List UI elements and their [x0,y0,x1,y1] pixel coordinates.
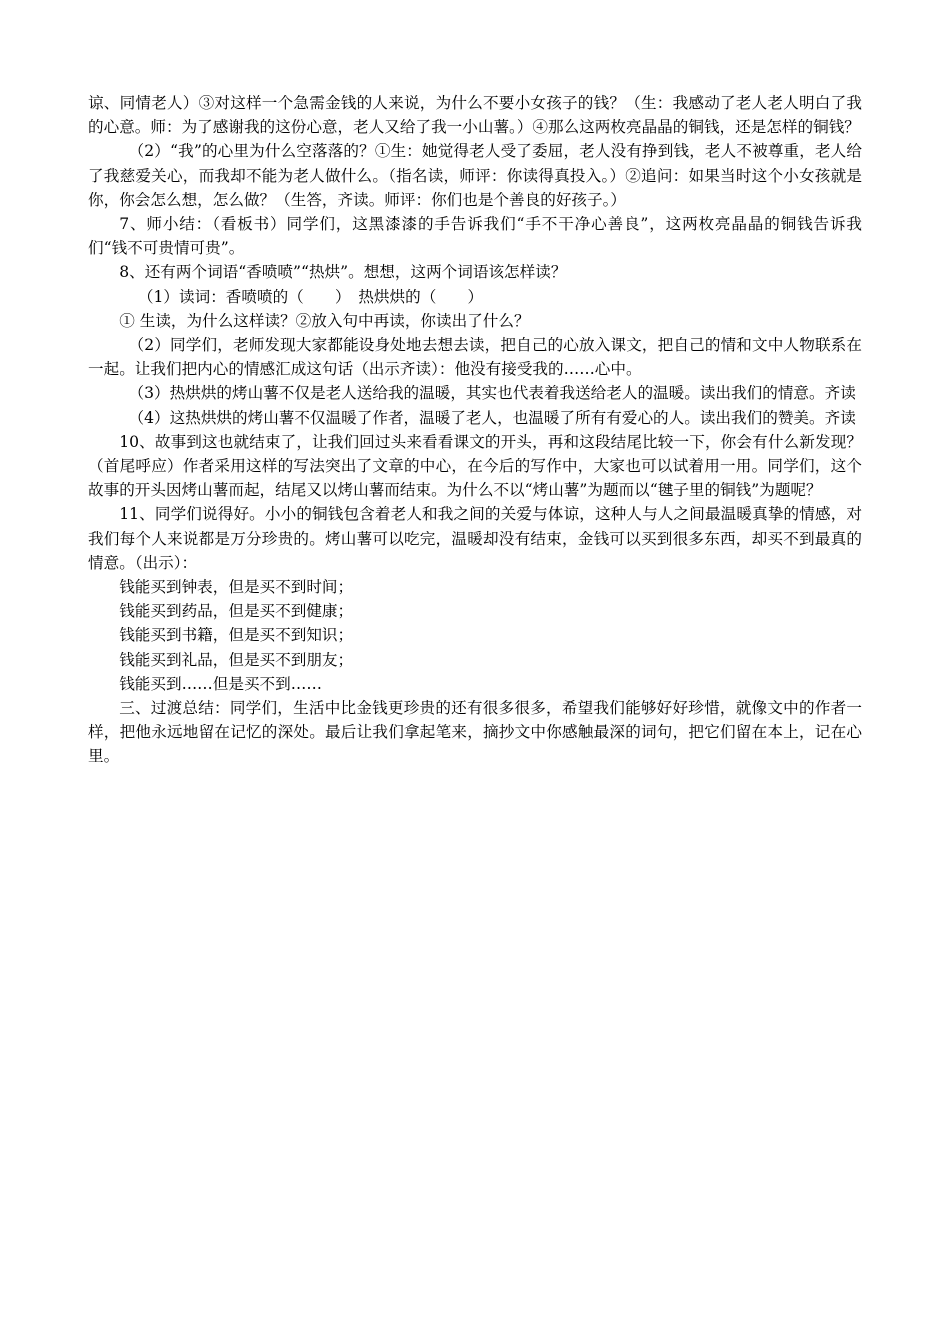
paragraph-question-2: （2）“我”的心里为什么空落落的？①生：她觉得老人受了委屈，老人没有挣到钱，老人不被尊重，老人给了我慈爱关心，而我却不能为老人做什么。（指名读，师评：你读得真投入。）②追问：如果当时这个小女孩就是你，你会怎么想，怎么做？（生答，齐读。师评：你们也是个善良的好孩子。） [88,142,862,209]
paragraph-closing-summary: 三、过渡总结：同学们，生活中比金钱更珍贵的还有很多很多，希望我们能够好好珍惜，就像文中的作者一样，把他永远地留在记忆的深处。最后让我们拿起笔来，摘抄文中你感触最深的词句，把它们留在本上，记在心里。 [88,699,862,766]
list-item-clock: 钱能买到钟表，但是买不到时间； [119,578,354,597]
list-item-books: 钱能买到书籍，但是买不到知识； [119,626,354,645]
paragraph-sub-4: （4）这热烘烘的烤山薯不仅温暖了作者，温暖了老人，也温暖了所有有爱心的人。读出我们的赞美。齐读 [128,408,856,427]
list-item-medicine: 钱能买到药品，但是买不到健康； [119,602,354,621]
document-page [88,91,862,769]
paragraph-sub-3: （3）热烘烘的烤山薯不仅是老人送给我的温暖，其实也代表着我送给老人的温暖。读出我们的情意。齐读 [128,384,856,403]
paragraph-item-10: 10、故事到这也就结束了，让我们回过头来看看课文的开头，再和这段结尾比较一下，你会有什么新发现？（首尾呼应）作者采用这样的写法突出了文章的中心，在今后的写作中，大家也可以试着用一用。同学们，这个故事的开头因烤山薯而起，结尾又以烤山薯而结束。为什么不以“烤山薯”为题而以“毽子里的铜钱”为题呢？ [88,432,862,500]
paragraph-summary-7: 7、师小结：（看板书）同学们，这黑漆漆的手告诉我们“手不干净心善良”，这两枚亮晶晶的铜钱告诉我们“钱不可贵情可贵”。 [88,215,862,258]
paragraph-continued: 谅、同情老人）③对这样一个急需金钱的人来说，为什么不要小女孩子的钱？（生：我感动了老人老人明白了我的心意。师：为了感谢我的这份心意，老人又给了我一小山薯。）④那么这两枚亮晶晶的铜钱，还是怎样的铜钱？ [88,94,862,137]
list-item-ellipsis: 钱能买到……但是买不到…… [119,674,322,693]
paragraph-item-11: 11、同学们说得好。小小的铜钱包含着老人和我之间的关爱与体谅，这种人与人之间最温暖真挚的情感，对我们每个人来说都是万分珍贵的。烤山薯可以吃完，温暖却没有结束，金钱可以买到很多东西，却买不到最真的情意。（出示）： [88,505,862,572]
paragraph-read-sentence: ① 生读，为什么这样读？②放入句中再读，你读出了什么？ [119,311,530,330]
paragraph-read-words: （1）读词：香喷喷的（ ） 热烘烘的（ ） [137,287,484,306]
list-item-gifts: 钱能买到礼品，但是买不到朋友； [119,650,354,669]
paragraph-item-8: 8、还有两个词语“香喷喷”“热烘”。想想，这两个词语该怎样读？ [119,263,567,282]
paragraph-sub-2: （2）同学们，老师发现大家都能设身处地去想去读，把自己的心放入课文，把自己的情和文中人物联系在一起。让我们把内心的情感汇成这句话（出示齐读）：他没有接受我的……心中。 [88,336,862,379]
